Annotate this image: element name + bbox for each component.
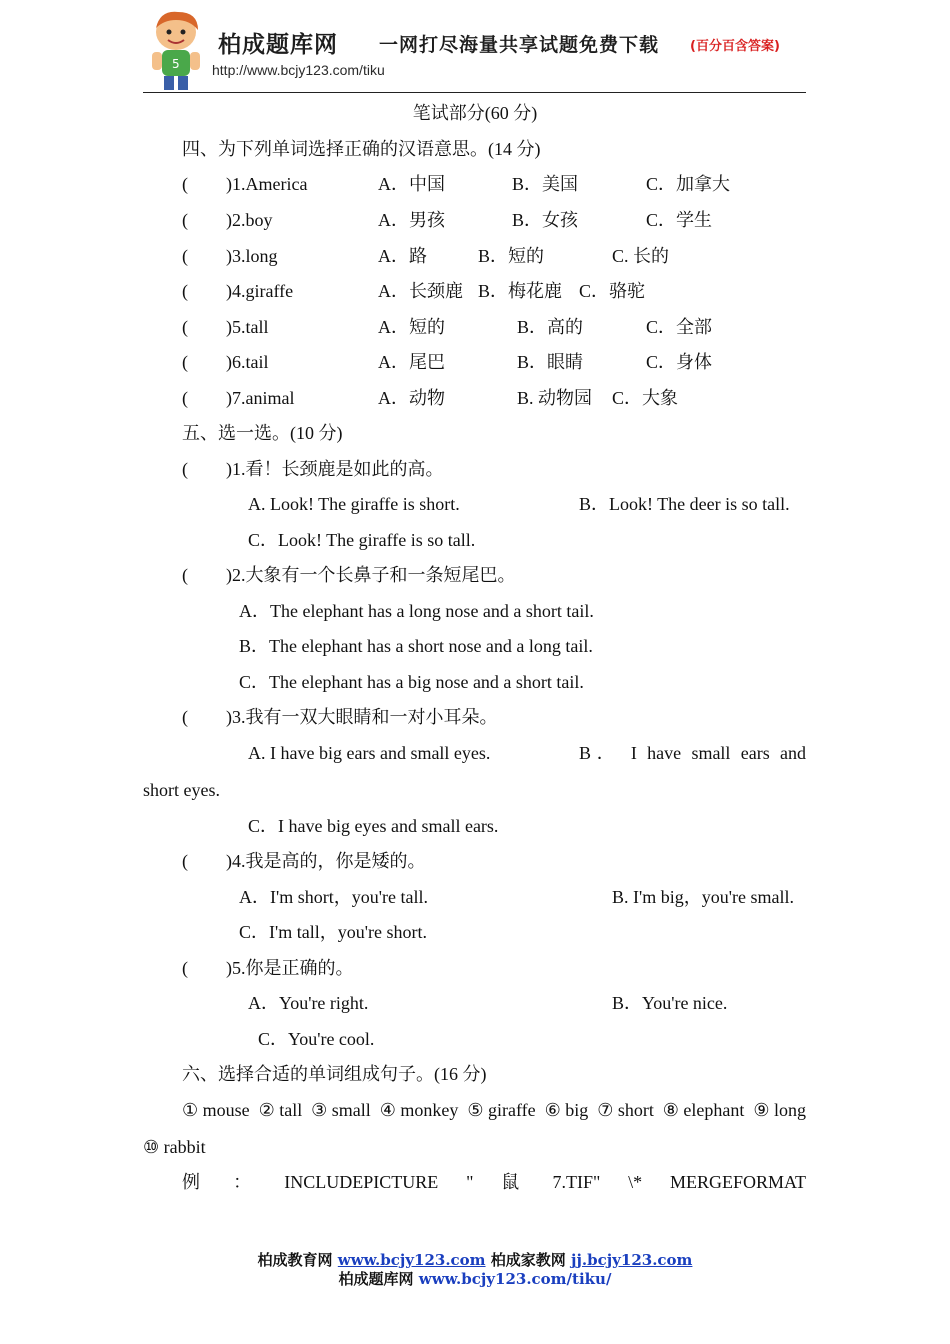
word-bank-line1: ①mouse ②tall ③small ④monkey ⑤giraffe ⑥big ⑦short ⑧elephant ⑨long — [182, 1100, 806, 1120]
answer-tag: (百分百含答案) — [690, 39, 780, 54]
option-b: B．眼睛 — [517, 352, 584, 372]
site-slogan: 一网打尽海量共享试题免费下载 — [379, 34, 660, 56]
site-name: 柏成题库网 — [218, 32, 338, 58]
option-b: B．梅花鹿 — [478, 281, 563, 301]
option-b-continued: short eyes. — [143, 780, 220, 800]
section-title: 笔试部分(60 分) — [412, 103, 538, 123]
question-word: )1.America — [226, 174, 308, 194]
option-b: B． I have small ears and — [579, 743, 806, 763]
answer-blank[interactable]: ( — [182, 352, 188, 372]
option-a: A．男孩 — [378, 210, 445, 230]
answer-blank[interactable]: ( — [182, 565, 188, 585]
question-word: )2.boy — [226, 210, 273, 230]
question-stem: )5.你是正确的。 — [226, 958, 354, 978]
option-a: A．I'm short，you're tall. — [239, 887, 428, 907]
question-word: )5.tall — [226, 317, 269, 337]
answer-blank[interactable]: ( — [182, 281, 188, 301]
question-word: )4.giraffe — [226, 281, 294, 301]
answer-blank[interactable]: ( — [182, 851, 188, 871]
option-c: C. 长的 — [612, 246, 670, 266]
part6-heading: 六、选择合适的单词组成句子。(16 分) — [182, 1064, 487, 1084]
example-line: 例 ： INCLUDEPICTURE " 鼠 7.TIF" \* MERGEFORMAT — [182, 1172, 806, 1192]
option-a: A. Look! The giraffe is short. — [248, 494, 460, 514]
answer-blank[interactable]: ( — [182, 210, 188, 230]
mascot-logo-icon — [146, 8, 208, 92]
answer-blank[interactable]: ( — [182, 459, 188, 479]
option-a: A．The elephant has a long nose and a short tail. — [239, 601, 594, 621]
question-word: )3.long — [226, 246, 278, 266]
option-c: C．The elephant has a big nose and a short tail. — [239, 672, 584, 692]
option-a: A．路 — [378, 246, 427, 266]
question-word: )6.tail — [226, 352, 269, 372]
question-stem: )1.看！长颈鹿是如此的高。 — [226, 459, 444, 479]
option-b: B．Look! The deer is so tall. — [579, 494, 790, 514]
question-word: )7.animal — [226, 388, 295, 408]
option-a: A．You're right. — [248, 993, 369, 1013]
answer-blank[interactable]: ( — [182, 958, 188, 978]
question-stem: )2.大象有一个长鼻子和一条短尾巴。 — [226, 565, 516, 585]
option-c: C．骆驼 — [579, 281, 646, 301]
option-c: C．全部 — [646, 317, 713, 337]
option-c: C．I have big eyes and small ears. — [248, 816, 499, 836]
header-divider — [143, 92, 806, 93]
site-url: http://www.bcjy123.com/tiku — [212, 62, 385, 78]
answer-blank[interactable]: ( — [182, 317, 188, 337]
option-b: B．美国 — [512, 174, 579, 194]
option-c: C．You're cool. — [258, 1029, 375, 1049]
footer-label: 柏成题库网 — [338, 1270, 414, 1288]
option-c: C．大象 — [612, 388, 679, 408]
option-c: C．身体 — [646, 352, 713, 372]
footer-link[interactable]: jj.bcjy123.com — [571, 1251, 693, 1269]
option-b: B．高的 — [517, 317, 584, 337]
option-c: C．学生 — [646, 210, 713, 230]
part4-heading: 四、为下列单词选择正确的汉语意思。(14 分) — [182, 139, 541, 159]
answer-blank[interactable]: ( — [182, 707, 188, 727]
option-a: A．动物 — [378, 388, 445, 408]
word-bank-line2: ⑩ rabbit — [143, 1137, 206, 1157]
option-b: B．The elephant has a short nose and a long tail. — [239, 636, 593, 656]
option-a: A．短的 — [378, 317, 445, 337]
option-b: B．短的 — [478, 246, 545, 266]
option-a: A．尾巴 — [378, 352, 445, 372]
answer-blank[interactable]: ( — [182, 174, 188, 194]
answer-blank[interactable]: ( — [182, 246, 188, 266]
footer-link[interactable]: www.bcjy123.com — [337, 1251, 486, 1269]
part5-heading: 五、选一选。(10 分) — [182, 423, 343, 443]
option-a: A．中国 — [378, 174, 445, 194]
footer-line-2 — [0, 1269, 950, 1289]
footer-line-1 — [0, 1250, 950, 1270]
option-a: A．长颈鹿 — [378, 281, 463, 301]
footer-link[interactable]: www.bcjy123.com/tiku/ — [418, 1270, 612, 1288]
option-b: B．女孩 — [512, 210, 579, 230]
footer-label: 柏成教育网 — [257, 1251, 333, 1269]
option-c: C．Look! The giraffe is so tall. — [248, 530, 476, 550]
option-c: C．加拿大 — [646, 174, 731, 194]
svg-text:5: 5 — [172, 57, 180, 71]
option-a: A. I have big ears and small eyes. — [248, 743, 491, 763]
answer-blank[interactable]: ( — [182, 388, 188, 408]
option-c: C．I'm tall，you're short. — [239, 922, 427, 942]
footer-label: 柏成家教网 — [490, 1251, 566, 1269]
question-stem: )4.我是高的，你是矮的。 — [226, 851, 426, 871]
option-b: B. I'm big，you're small. — [612, 887, 794, 907]
option-b: B. 动物园 — [517, 388, 593, 408]
question-stem: )3.我有一双大眼睛和一对小耳朵。 — [226, 707, 498, 727]
option-b: B．You're nice. — [612, 993, 728, 1013]
